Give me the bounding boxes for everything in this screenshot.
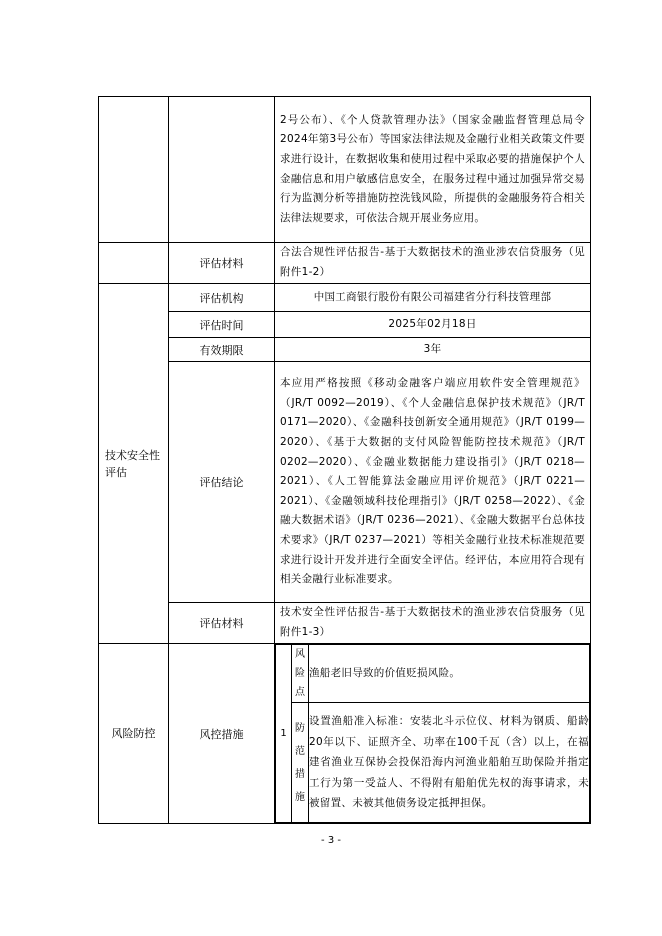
table-row bbox=[99, 362, 591, 603]
empty-cell bbox=[99, 243, 169, 284]
section-label bbox=[99, 284, 169, 644]
row-label: 评估材料 bbox=[169, 243, 275, 284]
conclusion-value: 本应用严格按照《移动金融客户端应用软件安全管理规范》（JR/T 0092—2019）、《个人金融信息保护技术规范》（JR/T 0171—2020）、《金融科技创新安全通用规范》（JR/T 0199—2020）、《基于大数据的支付风险智能防控技术规范》（JR/T 0202—2020）、《金融业数据能力建设指引》（JR/T 0218—2021）、《人工智能算法金融应用评价规范》（JR/T 0221—2021）、《金融领域科技伦理指引》（JR/T 0258—2022）、《金融大数据术语》（JR/T 0236—2021）、《金融大数据平台总体技术要求》（JR/T 0237—2021）等相关金融行业技术标准规范要求进行设计开发并进行全面安全评估。经评估，本应用符合现有相关金融行业标准要求。 bbox=[280, 377, 585, 586]
row-label: 风控措施 bbox=[169, 644, 275, 824]
table-row bbox=[99, 243, 591, 284]
table-row bbox=[99, 97, 591, 243]
row-label: 评估时间 bbox=[169, 312, 275, 338]
table-row bbox=[99, 644, 591, 824]
measure-index: 1 bbox=[276, 645, 292, 823]
risk-point-label-text: 风险点 bbox=[295, 649, 305, 698]
prevent-value: 设置渔船准入标准：安装北斗示位仪、材料为钢质、船龄20年以下、证照齐全、功率在100千瓦（含）以上，在福建省渔业互保协会投保沿海内河渔业船舶互助保险并指定工行为第一受益人、不得附有船舶优先权的海事请求，未被留置、未被其他债务设定抵押担保。 bbox=[309, 703, 590, 823]
tech-material-value: 技术安全性评估报告-基于大数据技术的渔业涉农信贷服务（见附件1-3） bbox=[280, 606, 585, 638]
compliance-text-cell bbox=[275, 97, 591, 243]
compliance-text: 2号公布）、《个人贷款管理办法》（国家金融监督管理总局令2024年第3号公布）等国家法律法规及金融行业相关政策文件要求进行设计，在数据收集和使用过程中采取必要的措施保护个人金融信息和用户敏感信息安全，在服务过程中通过加强异常交易行为监测分析等措施防控洗钱风险，所提供的金融服务符合相关法律法规要求，可依法合规开展业务应用。 bbox=[280, 113, 585, 224]
prevent-label bbox=[292, 703, 309, 823]
row-label: 评估结论 bbox=[169, 362, 275, 603]
time-value: 2025年02月18日 bbox=[388, 317, 477, 330]
table-row bbox=[99, 284, 591, 312]
org-value: 中国工商银行股份有限公司福建省分行科技管理部 bbox=[313, 290, 552, 303]
page-number: - 3 - bbox=[321, 835, 341, 846]
tech-section-label: 技术安全性评估 bbox=[105, 448, 160, 479]
risk-section-label: 风险防控 bbox=[99, 644, 169, 824]
risk-measure-table bbox=[275, 644, 590, 823]
row-label: 有效期限 bbox=[169, 338, 275, 362]
legal-material-value: 合法合规性评估报告-基于大数据技术的渔业涉农信贷服务（见附件1-2） bbox=[280, 246, 585, 278]
empty-cell bbox=[99, 97, 169, 243]
row-label: 评估机构 bbox=[169, 284, 275, 312]
risk-point-label bbox=[292, 645, 309, 703]
validity-value: 3年 bbox=[423, 342, 442, 355]
assessment-table bbox=[98, 96, 591, 824]
table-row bbox=[99, 312, 591, 338]
row-label: 评估材料 bbox=[169, 603, 275, 644]
table-row bbox=[99, 603, 591, 644]
table-row bbox=[99, 338, 591, 362]
risk-point-value: 渔船老旧导致的价值贬损风险。 bbox=[309, 645, 590, 703]
prevent-label-text: 防范措施 bbox=[295, 722, 305, 803]
empty-cell bbox=[169, 97, 275, 243]
